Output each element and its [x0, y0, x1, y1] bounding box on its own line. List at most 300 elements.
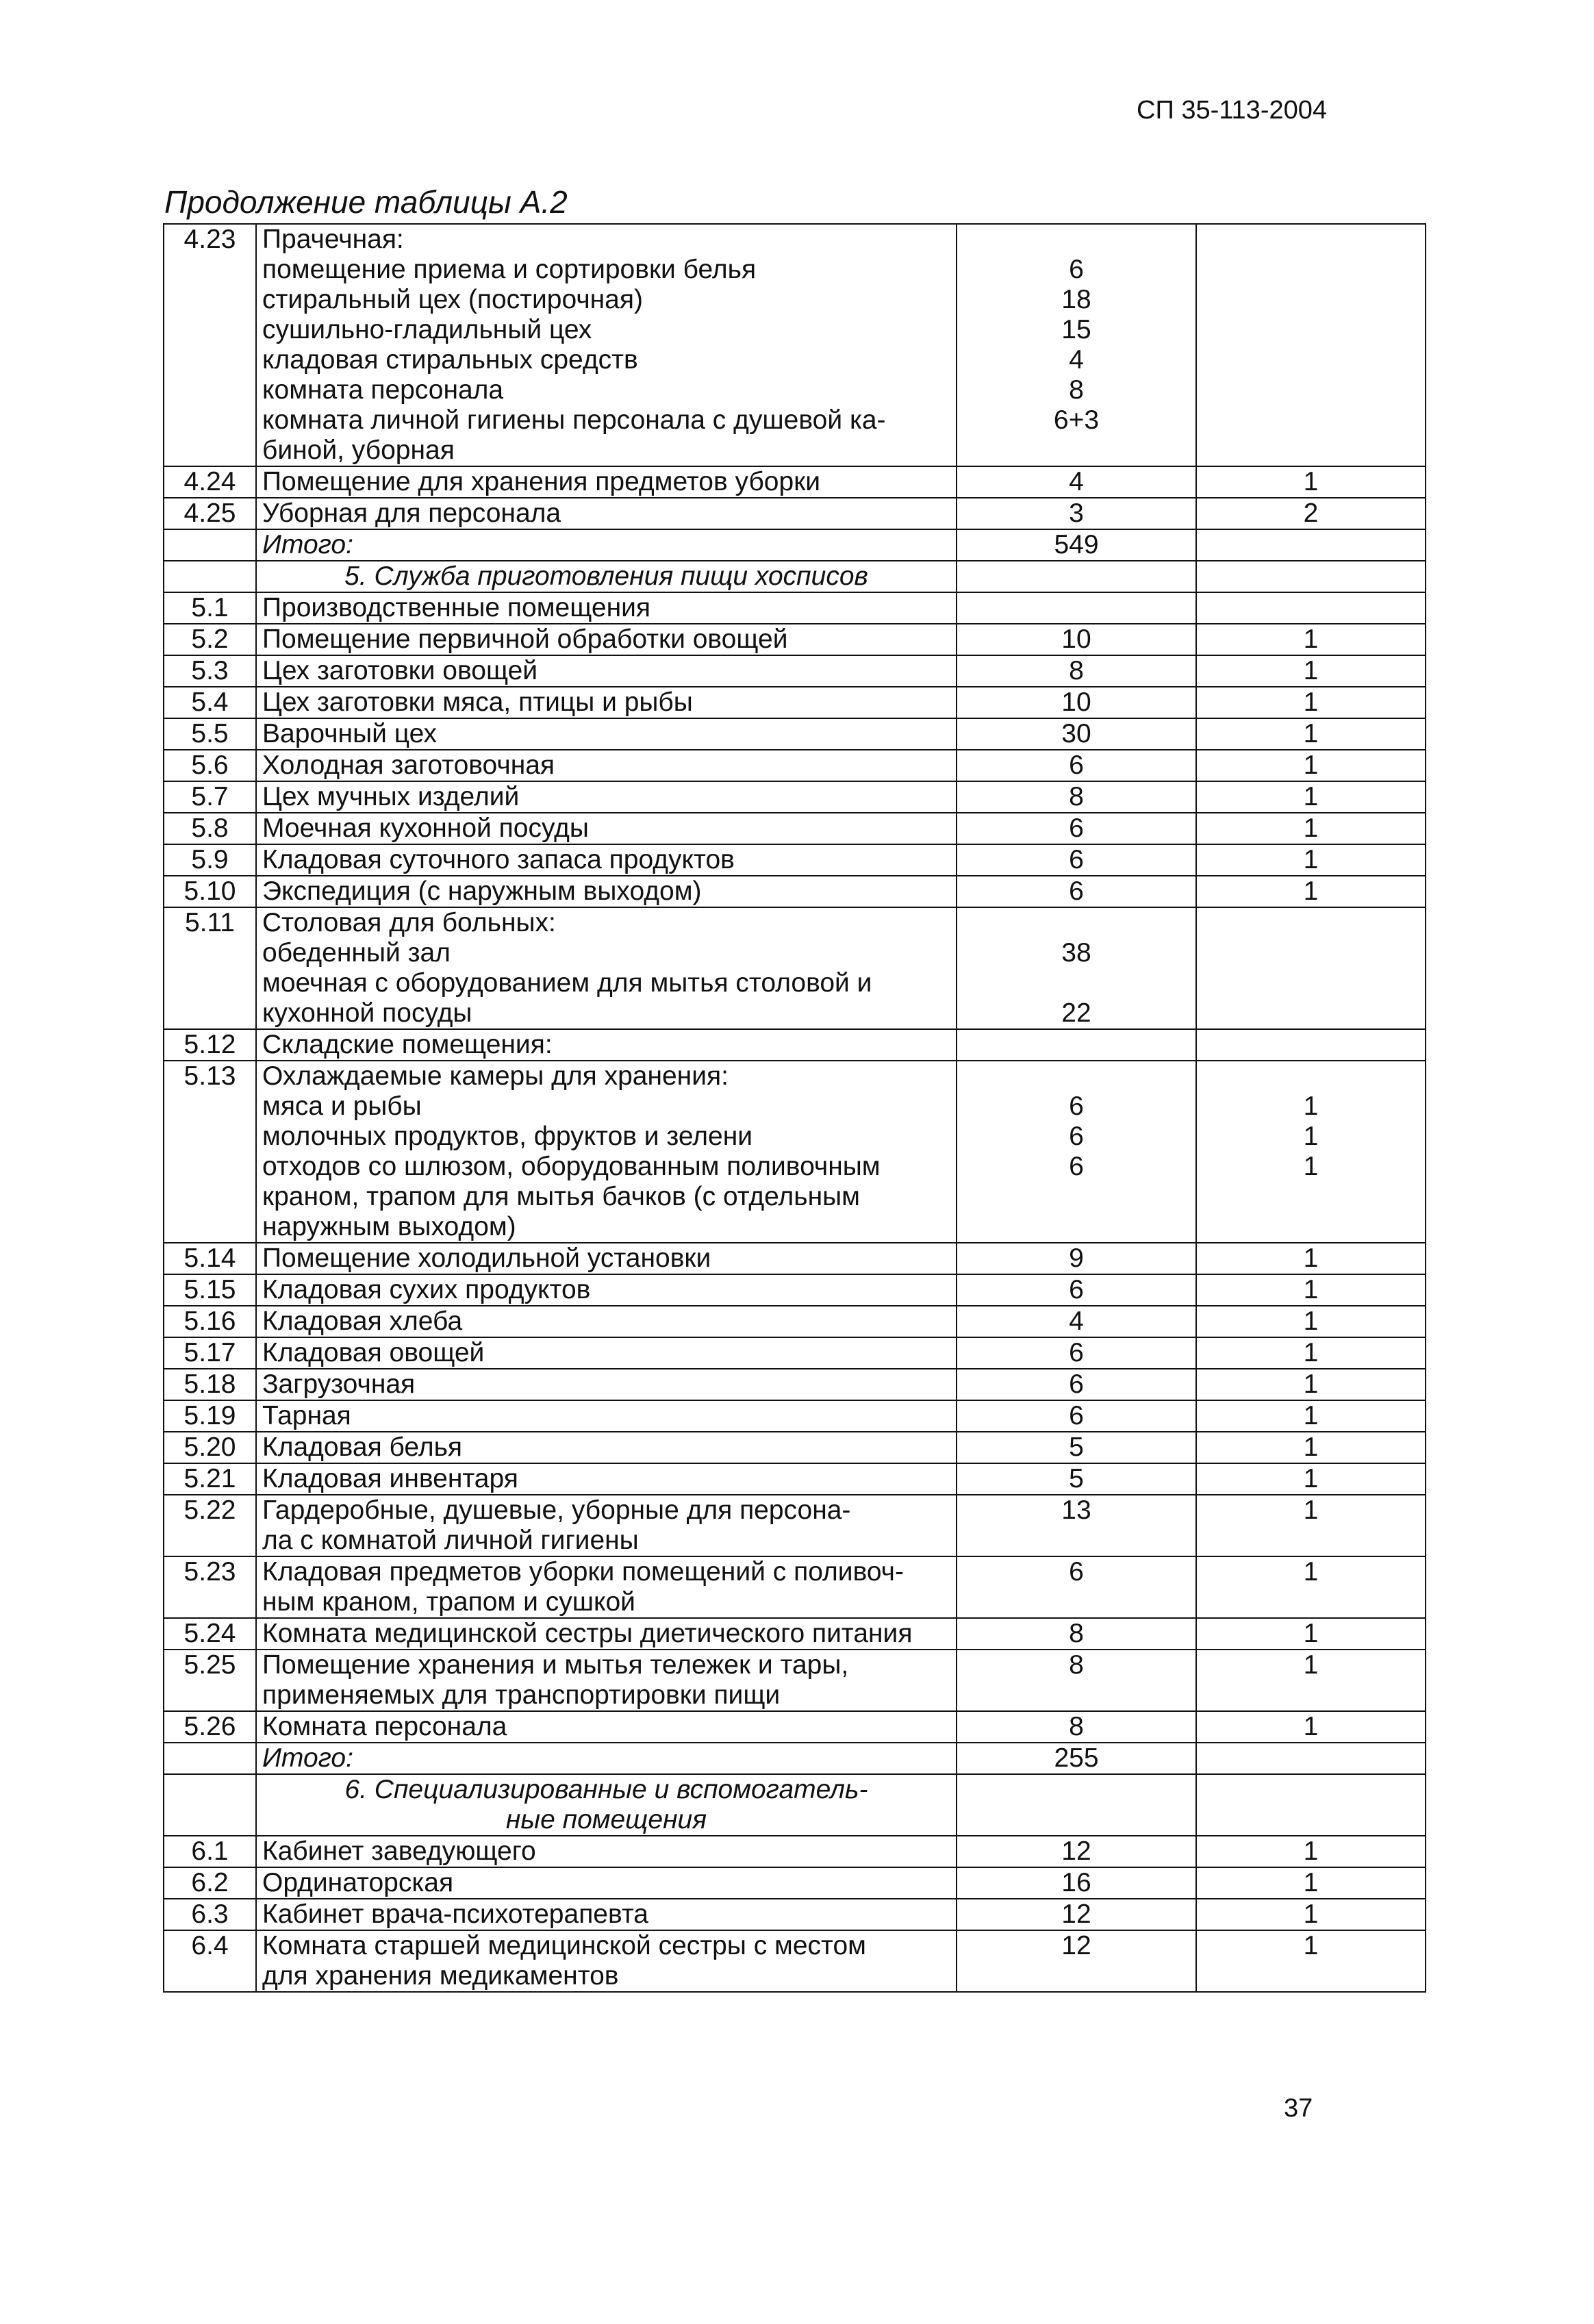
- area-cell: [957, 1899, 1196, 1930]
- area-value: [963, 1961, 1190, 1991]
- room-name-line: ные помещения: [505, 1805, 707, 1834]
- room-name-cell: [256, 1243, 957, 1274]
- room-name-cell: [256, 718, 957, 750]
- area-cell: [957, 1711, 1196, 1743]
- table-row: [164, 529, 1426, 561]
- area-value: 12: [1061, 1836, 1091, 1866]
- quantity-value: 2: [1303, 498, 1319, 528]
- area-value: 5: [1069, 1464, 1084, 1493]
- row-number: 4.23: [164, 224, 256, 466]
- room-name-line: Комната медицинской сестры диетического питания: [262, 1619, 913, 1648]
- area-cell: [957, 592, 1196, 624]
- quantity-cell: [1196, 1618, 1426, 1650]
- quantity-value: [1202, 1061, 1419, 1091]
- quantity-value: [1202, 530, 1419, 560]
- area-value: [963, 1212, 1190, 1242]
- room-name-cell: [256, 624, 957, 655]
- room-name-line: применяемых для транспортировки пищи: [262, 1680, 781, 1710]
- area-value: 6: [1069, 750, 1084, 780]
- room-name-line: Экспедиция (с наружным выходом): [262, 876, 702, 906]
- room-name-cell: [256, 224, 957, 466]
- row-number: [164, 1774, 256, 1836]
- area-value: 16: [1061, 1868, 1091, 1897]
- room-name-line: Кладовая сухих продуктов: [262, 1275, 591, 1304]
- quantity-cell: [1196, 1930, 1426, 1992]
- area-value: [963, 1030, 1190, 1060]
- table-row: [164, 1899, 1426, 1930]
- room-name-line: Комната старшей медицинской сестры с местом: [262, 1931, 866, 1960]
- area-value: 38: [1061, 938, 1091, 968]
- room-name-cell: [256, 781, 957, 813]
- quantity-value: [1202, 1743, 1419, 1773]
- quantity-cell: [1196, 1899, 1426, 1930]
- room-name-cell: [256, 907, 957, 1029]
- room-name-line: Тарная: [262, 1401, 351, 1430]
- rooms-table: [163, 223, 1425, 1993]
- table-row: [164, 1369, 1426, 1400]
- quantity-cell: [1196, 529, 1426, 561]
- area-cell: [957, 1306, 1196, 1337]
- quantity-cell: [1196, 498, 1426, 529]
- quantity-cell: [1196, 1711, 1426, 1743]
- room-name-line: Ординаторская: [262, 1868, 454, 1897]
- room-name-cell: [256, 1400, 957, 1432]
- quantity-value: 1: [1303, 1122, 1319, 1151]
- row-number: 5.9: [164, 844, 256, 876]
- area-cell: [957, 1495, 1196, 1556]
- quantity-value: 1: [1303, 1836, 1319, 1866]
- room-name-cell: [256, 655, 957, 687]
- quantity-value: [1202, 1961, 1419, 1991]
- table-row: [164, 1400, 1426, 1432]
- row-number: 5.5: [164, 718, 256, 750]
- row-number: 5.21: [164, 1463, 256, 1495]
- table-row: [164, 655, 1426, 687]
- room-name-line: Уборная для персонала: [262, 498, 561, 528]
- row-number: 4.25: [164, 498, 256, 529]
- area-value: 12: [1061, 1931, 1091, 1960]
- room-name-line: Производственные помещения: [262, 593, 651, 622]
- quantity-value: 1: [1303, 1369, 1319, 1399]
- room-name-cell: [256, 529, 957, 561]
- area-cell: [957, 750, 1196, 781]
- room-name-cell: [256, 1306, 957, 1337]
- row-number: [164, 561, 256, 592]
- area-cell: [957, 529, 1196, 561]
- room-name-cell: [256, 1061, 957, 1243]
- quantity-cell: [1196, 1274, 1426, 1306]
- quantity-cell: [1196, 592, 1426, 624]
- quantity-cell: [1196, 876, 1426, 907]
- area-cell: [957, 1274, 1196, 1306]
- quantity-value: 1: [1303, 1306, 1319, 1336]
- quantity-cell: [1196, 1556, 1426, 1618]
- quantity-cell: [1196, 844, 1426, 876]
- room-name-line: Помещение для хранения предметов уборки: [262, 467, 821, 496]
- area-cell: [957, 1400, 1196, 1432]
- area-cell: [957, 224, 1196, 466]
- table-row: [164, 1711, 1426, 1743]
- room-name-cell: [256, 1711, 957, 1743]
- row-number: 5.23: [164, 1556, 256, 1618]
- area-cell: [957, 1061, 1196, 1243]
- room-name-line: Загрузочная: [262, 1369, 416, 1399]
- quantity-cell: [1196, 1743, 1426, 1774]
- room-name-line: 5. Служба приготовления пищи хосписов: [344, 561, 868, 591]
- room-name-cell: [256, 813, 957, 844]
- room-name-cell: [256, 1899, 957, 1930]
- quantity-value: 1: [1303, 1091, 1319, 1121]
- area-value: 9: [1069, 1243, 1084, 1273]
- room-name-line: помещение приема и сортировки белья: [262, 255, 757, 284]
- table-row: [164, 1743, 1426, 1774]
- document-code: СП 35-113-2004: [1137, 96, 1328, 125]
- area-cell: [957, 687, 1196, 718]
- row-number: 5.12: [164, 1029, 256, 1061]
- area-value: 13: [1061, 1495, 1091, 1525]
- table-row: [164, 1243, 1426, 1274]
- quantity-value: 1: [1303, 1899, 1319, 1929]
- quantity-cell: [1196, 1369, 1426, 1400]
- room-name-line: кладовая стиральных средств: [262, 345, 638, 375]
- area-cell: [957, 1556, 1196, 1618]
- quantity-cell: [1196, 750, 1426, 781]
- area-cell: [957, 498, 1196, 529]
- area-cell: [957, 844, 1196, 876]
- row-number: 5.22: [164, 1495, 256, 1556]
- area-value: [963, 968, 1190, 998]
- quantity-value: 1: [1303, 1338, 1319, 1367]
- area-value: 6: [1069, 1122, 1084, 1151]
- area-value: 22: [1061, 998, 1091, 1028]
- area-cell: [957, 1867, 1196, 1899]
- quantity-cell: [1196, 1463, 1426, 1495]
- room-name-cell: [256, 1650, 957, 1711]
- quantity-value: 1: [1303, 719, 1319, 748]
- quantity-cell: [1196, 687, 1426, 718]
- table-row: [164, 624, 1426, 655]
- quantity-value: 1: [1303, 1650, 1319, 1680]
- quantity-cell: [1196, 1495, 1426, 1556]
- room-name-line: Варочный цех: [262, 719, 437, 748]
- table-row: [164, 750, 1426, 781]
- room-name-cell: [256, 466, 957, 498]
- table-row: [164, 592, 1426, 624]
- room-name-line: Моечная кухонной посуды: [262, 813, 589, 843]
- row-number: 5.19: [164, 1400, 256, 1432]
- room-name-cell: [256, 1432, 957, 1463]
- room-name-cell: [256, 876, 957, 907]
- row-number: 5.11: [164, 907, 256, 1029]
- area-value: [963, 1587, 1190, 1617]
- room-name-cell: [256, 498, 957, 529]
- area-value: [963, 1775, 1190, 1805]
- area-value: 8: [1069, 1712, 1084, 1741]
- room-name-line: Прачечная:: [262, 225, 404, 254]
- area-cell: [957, 1743, 1196, 1774]
- room-name-line: наружным выходом): [262, 1212, 516, 1241]
- table-row: [164, 1618, 1426, 1650]
- room-name-cell: [256, 750, 957, 781]
- row-number: 5.17: [164, 1337, 256, 1369]
- row-number: 5.20: [164, 1432, 256, 1463]
- table-row: [164, 1774, 1426, 1836]
- table-row: [164, 498, 1426, 529]
- area-cell: [957, 561, 1196, 592]
- page-number: 37: [1284, 2094, 1313, 2123]
- room-name-line: Холодная заготовочная: [262, 750, 555, 780]
- room-name-line: краном, трапом для мытья бачков (с отдельным: [262, 1182, 860, 1211]
- quantity-cell: [1196, 781, 1426, 813]
- quantity-cell: [1196, 813, 1426, 844]
- area-cell: [957, 1369, 1196, 1400]
- area-value: 549: [1054, 530, 1099, 559]
- quantity-cell: [1196, 1061, 1426, 1243]
- quantity-value: 1: [1303, 687, 1319, 717]
- rooms-table-grid: [163, 223, 1426, 1993]
- area-value: 6: [1069, 813, 1084, 843]
- row-number: 5.26: [164, 1711, 256, 1743]
- area-cell: [957, 1029, 1196, 1061]
- row-number: [164, 529, 256, 561]
- quantity-cell: [1196, 1867, 1426, 1899]
- room-name-line: Столовая для больных:: [262, 908, 556, 937]
- room-name-line: Кладовая овощей: [262, 1338, 485, 1367]
- quantity-cell: [1196, 561, 1426, 592]
- quantity-value: [1202, 1526, 1419, 1556]
- area-cell: [957, 781, 1196, 813]
- area-value: 15: [1061, 315, 1091, 344]
- area-cell: [957, 1243, 1196, 1274]
- table-row: [164, 1930, 1426, 1992]
- table-row: [164, 1836, 1426, 1867]
- room-name-line: ла с комнатой личной гигиены: [262, 1526, 639, 1555]
- room-name-cell: [256, 1495, 957, 1556]
- area-value: [963, 1182, 1190, 1212]
- table-row: [164, 1495, 1426, 1556]
- quantity-value: [1202, 1212, 1419, 1242]
- table-row: [164, 1061, 1426, 1243]
- area-value: [963, 225, 1190, 255]
- quantity-value: 1: [1303, 1931, 1319, 1960]
- row-number: 5.25: [164, 1650, 256, 1711]
- table-row: [164, 1867, 1426, 1899]
- area-value: 8: [1069, 1650, 1084, 1680]
- room-name-line: кухонной посуды: [262, 998, 472, 1028]
- quantity-value: 1: [1303, 1464, 1319, 1493]
- area-value: [963, 593, 1190, 623]
- room-name-cell: [256, 1836, 957, 1867]
- quantity-cell: [1196, 1432, 1426, 1463]
- area-value: 6: [1069, 1275, 1084, 1304]
- room-name-cell: [256, 1867, 957, 1899]
- area-value: 30: [1061, 719, 1091, 748]
- area-value: 4: [1069, 345, 1084, 375]
- table-body: [164, 224, 1426, 1992]
- area-value: 12: [1061, 1899, 1091, 1929]
- area-value: 5: [1069, 1432, 1084, 1462]
- area-cell: [957, 1618, 1196, 1650]
- quantity-cell: [1196, 1337, 1426, 1369]
- room-name-line: Складские помещения:: [262, 1030, 553, 1059]
- area-cell: [957, 1836, 1196, 1867]
- table-row: [164, 1650, 1426, 1711]
- quantity-value: 1: [1303, 624, 1319, 654]
- area-value: 6: [1069, 1557, 1084, 1587]
- area-value: 255: [1054, 1743, 1099, 1773]
- room-name-cell: [256, 1274, 957, 1306]
- room-name-line: Помещение холодильной установки: [262, 1243, 711, 1273]
- room-name-line: Кабинет заведующего: [262, 1836, 536, 1866]
- quantity-cell: [1196, 1243, 1426, 1274]
- quantity-value: [1202, 908, 1419, 938]
- room-name-cell: [256, 1369, 957, 1400]
- quantity-value: [1202, 1680, 1419, 1710]
- area-cell: [957, 1337, 1196, 1369]
- area-cell: [957, 624, 1196, 655]
- row-number: 5.3: [164, 655, 256, 687]
- area-value: 6: [1069, 1152, 1084, 1181]
- row-number: 5.4: [164, 687, 256, 718]
- table-row: [164, 1274, 1426, 1306]
- area-value: 6+3: [1053, 405, 1100, 435]
- row-number: 4.24: [164, 466, 256, 498]
- quantity-value: [1202, 1587, 1419, 1617]
- room-name-line: Кладовая суточного запаса продуктов: [262, 845, 735, 874]
- row-number: [164, 1743, 256, 1774]
- area-value: 18: [1061, 285, 1091, 314]
- row-number: 6.4: [164, 1930, 256, 1992]
- area-value: 6: [1069, 1369, 1084, 1399]
- area-value: [963, 1680, 1190, 1710]
- room-name-line: Цех заготовки мяса, птицы и рыбы: [262, 687, 693, 717]
- room-name-line: 6. Специализированные и вспомогатель-: [344, 1775, 868, 1804]
- room-name-line: Охлаждаемые камеры для хранения:: [262, 1061, 729, 1091]
- area-cell: [957, 1650, 1196, 1711]
- area-cell: [957, 1432, 1196, 1463]
- quantity-value: 1: [1303, 1712, 1319, 1741]
- room-name-line: биной, уборная: [262, 435, 455, 465]
- area-value: 3: [1069, 498, 1084, 528]
- quantity-value: [1202, 593, 1419, 623]
- area-value: [963, 1061, 1190, 1091]
- area-cell: [957, 466, 1196, 498]
- room-name-line: мяса и рыбы: [262, 1091, 422, 1121]
- area-value: 4: [1069, 1306, 1084, 1336]
- room-name-cell: [256, 1743, 957, 1774]
- quantity-cell: [1196, 1029, 1426, 1061]
- row-number: 6.3: [164, 1899, 256, 1930]
- area-value: 8: [1069, 375, 1084, 405]
- row-number: 5.14: [164, 1243, 256, 1274]
- quantity-value: 1: [1303, 467, 1319, 496]
- room-name-line: комната персонала: [262, 375, 504, 405]
- area-value: 10: [1061, 624, 1091, 654]
- quantity-value: [1202, 225, 1419, 255]
- row-number: 5.1: [164, 592, 256, 624]
- quantity-value: 1: [1303, 750, 1319, 780]
- table-row: [164, 1029, 1426, 1061]
- room-name-line: Кладовая предметов уборки помещений с поливоч-: [262, 1557, 904, 1587]
- quantity-value: [1202, 1182, 1419, 1212]
- room-name-line: Гардеробные, душевые, уборные для персона-: [262, 1495, 851, 1525]
- quantity-cell: [1196, 1650, 1426, 1711]
- table-row: [164, 844, 1426, 876]
- quantity-value: [1202, 561, 1419, 592]
- area-value: 4: [1069, 467, 1084, 496]
- quantity-value: 1: [1303, 656, 1319, 685]
- quantity-value: 1: [1303, 782, 1319, 811]
- table-row: [164, 876, 1426, 907]
- row-number: 5.24: [164, 1618, 256, 1650]
- room-name-line: молочных продуктов, фруктов и зелени: [262, 1122, 753, 1151]
- quantity-value: 1: [1303, 876, 1319, 906]
- row-number: 5.2: [164, 624, 256, 655]
- quantity-value: 1: [1303, 1243, 1319, 1273]
- area-value: [963, 435, 1190, 466]
- table-row: [164, 1463, 1426, 1495]
- table-row: [164, 1432, 1426, 1463]
- quantity-cell: [1196, 907, 1426, 1029]
- area-value: 6: [1069, 845, 1084, 874]
- area-value: [963, 1526, 1190, 1556]
- table-row: [164, 466, 1426, 498]
- room-name-line: моечная с оборудованием для мытья столовой и: [262, 968, 872, 998]
- room-name-line: Итого:: [262, 1743, 353, 1773]
- room-name-line: стиральный цех (постирочная): [262, 285, 643, 314]
- room-name-cell: [256, 844, 957, 876]
- area-cell: [957, 876, 1196, 907]
- area-value: 6: [1069, 876, 1084, 906]
- table-row: [164, 561, 1426, 592]
- area-value: 8: [1069, 782, 1084, 811]
- room-name-line: отходов со шлюзом, оборудованным поливочным: [262, 1152, 881, 1181]
- room-name-cell: [256, 592, 957, 624]
- quantity-cell: [1196, 466, 1426, 498]
- area-value: 6: [1069, 255, 1084, 284]
- room-name-cell: [256, 561, 957, 592]
- quantity-cell: [1196, 655, 1426, 687]
- table-row: [164, 1556, 1426, 1618]
- quantity-value: 1: [1303, 813, 1319, 843]
- area-value: 6: [1069, 1401, 1084, 1430]
- room-name-cell: [256, 1556, 957, 1618]
- area-cell: [957, 1930, 1196, 1992]
- quantity-cell: [1196, 718, 1426, 750]
- room-name-line: комната личной гигиены персонала с душевой ка-: [262, 405, 886, 435]
- table-row: [164, 1306, 1426, 1337]
- row-number: 5.15: [164, 1274, 256, 1306]
- quantity-value: 1: [1303, 1275, 1319, 1304]
- area-value: 8: [1069, 656, 1084, 685]
- room-name-cell: [256, 1029, 957, 1061]
- table-row: [164, 1337, 1426, 1369]
- row-number: 5.8: [164, 813, 256, 844]
- row-number: 6.2: [164, 1867, 256, 1899]
- table-row: [164, 224, 1426, 466]
- room-name-line: для хранения медикаментов: [262, 1961, 619, 1991]
- area-value: 8: [1069, 1619, 1084, 1648]
- room-name-cell: [256, 1463, 957, 1495]
- quantity-value: 1: [1303, 1557, 1319, 1587]
- quantity-value: 1: [1303, 1495, 1319, 1525]
- area-cell: [957, 1774, 1196, 1836]
- room-name-line: Комната персонала: [262, 1712, 507, 1741]
- quantity-value: 1: [1303, 845, 1319, 874]
- quantity-cell: [1196, 624, 1426, 655]
- row-number: 5.13: [164, 1061, 256, 1243]
- area-cell: [957, 655, 1196, 687]
